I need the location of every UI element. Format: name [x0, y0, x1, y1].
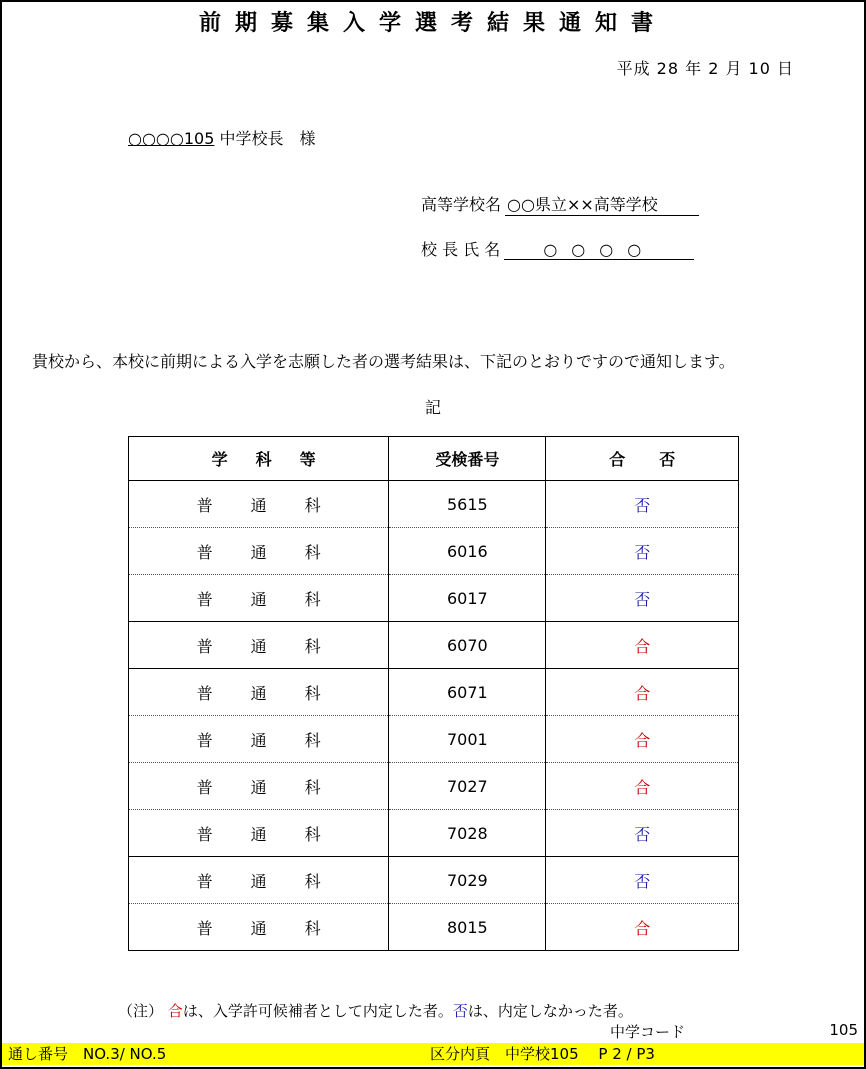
result-cell: 否: [546, 528, 739, 575]
exam-number-cell: 6016: [389, 528, 546, 575]
exam-number-cell: 7027: [389, 763, 546, 810]
exam-number-cell: 6017: [389, 575, 546, 622]
footer-serial-number: 通し番号 NO.3/ NO.5: [8, 1045, 167, 1063]
header-result: 合否: [546, 437, 739, 481]
junior-high-code-value: 105: [829, 1021, 858, 1039]
table-row: [129, 528, 739, 575]
school-name-value: ○○県立××高等学校: [505, 192, 699, 216]
result-cell: 否: [546, 857, 739, 904]
results-table: [128, 436, 739, 951]
table-row: [129, 763, 739, 810]
exam-number-cell: 7029: [389, 857, 546, 904]
recipient-school-name: ○○○○105: [128, 129, 215, 148]
department-cell: 普通科: [129, 575, 389, 622]
department-cell: 普通科: [129, 716, 389, 763]
department-cell: 普通科: [129, 904, 389, 951]
table-row: [129, 481, 739, 528]
department-cell: 普通科: [129, 528, 389, 575]
junior-high-code-label: 中学コード: [610, 1023, 686, 1041]
table-row: [129, 622, 739, 669]
footnote: [118, 1000, 633, 1021]
school-name-label: 高等学校名: [421, 195, 502, 214]
footer-bar: [2, 1043, 864, 1065]
notification-text: 貴校から、本校に前期による入学を志願した者の選考結果は、下記のとおりですので通知します。: [32, 352, 735, 371]
issue-date: 平成 28 年 2 月 10 日: [616, 59, 794, 78]
exam-number-cell: 7001: [389, 716, 546, 763]
result-cell: 合: [546, 716, 739, 763]
department-cell: 普通科: [129, 622, 389, 669]
footer-page-info: 区分内頁 中学校105 P 2 / P3: [430, 1045, 655, 1063]
result-cell: 否: [546, 810, 739, 857]
sender-school: [421, 192, 699, 216]
exam-number-cell: 6071: [389, 669, 546, 716]
note-pass-mark: 合: [167, 1002, 183, 1020]
result-cell: 否: [546, 575, 739, 622]
note-fail-text: は、内定しなかった者。: [467, 1002, 633, 1020]
record-heading: 記: [424, 398, 441, 417]
note-prefix: （注）: [118, 1002, 164, 1020]
department-cell: 普通科: [129, 810, 389, 857]
note-pass-text: は、入学許可候補者として内定した者。: [182, 1002, 453, 1020]
department-cell: 普通科: [129, 763, 389, 810]
document-title: 前期募集入学選考結果通知書: [198, 11, 667, 36]
exam-number-cell: 8015: [389, 904, 546, 951]
result-cell: 合: [546, 763, 739, 810]
table-header-row: [129, 437, 739, 481]
table-row: [129, 904, 739, 951]
result-cell: 合: [546, 904, 739, 951]
recipient-title: 中学校長 様: [214, 129, 316, 148]
header-exam-number: 受検番号: [389, 437, 546, 481]
table-row: [129, 857, 739, 904]
table-row: [129, 669, 739, 716]
exam-number-cell: 7028: [389, 810, 546, 857]
department-cell: 普通科: [129, 857, 389, 904]
principal-name-label: 校 長 氏 名: [421, 240, 501, 259]
table-row: [129, 716, 739, 763]
exam-number-cell: 5615: [389, 481, 546, 528]
department-cell: 普通科: [129, 481, 389, 528]
result-cell: 合: [546, 622, 739, 669]
result-cell: 合: [546, 669, 739, 716]
table-row: [129, 575, 739, 622]
recipient: [128, 126, 315, 149]
result-cell: 否: [546, 481, 739, 528]
department-cell: 普通科: [129, 669, 389, 716]
table-row: [129, 810, 739, 857]
note-fail-mark: 否: [452, 1002, 468, 1020]
exam-number-cell: 6070: [389, 622, 546, 669]
principal-name-value: ○○○○: [504, 240, 694, 260]
sender-principal: [421, 237, 694, 260]
header-department: 学科等: [129, 437, 389, 481]
